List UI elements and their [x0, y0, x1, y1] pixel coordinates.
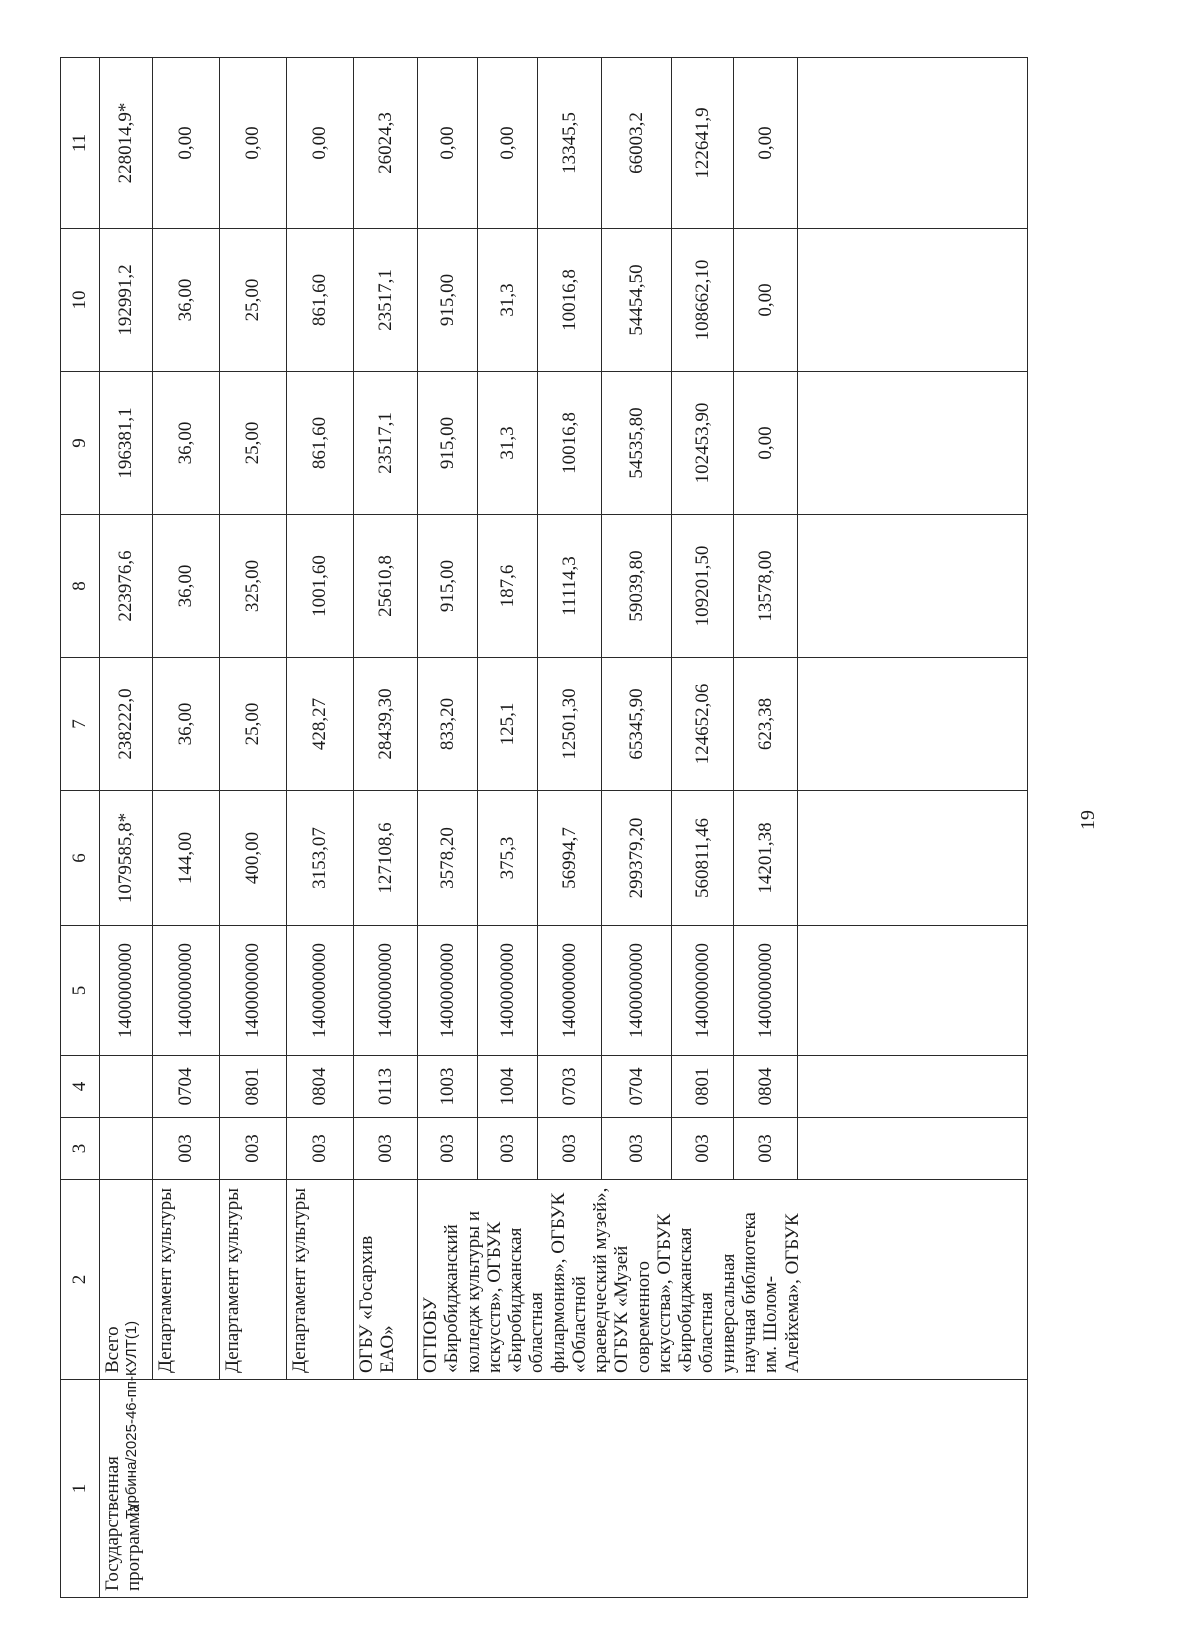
executor-cell: Департамент культуры: [153, 1180, 220, 1380]
header-cell: 3: [61, 1118, 100, 1180]
value-cell: 122641,9: [672, 58, 734, 229]
value-cell: 325,00: [220, 515, 287, 658]
value-cell: 861,60: [287, 372, 354, 515]
value-cell: 915,00: [418, 515, 478, 658]
value-cell: 187,6: [478, 515, 538, 658]
value-cell: 10016,8: [538, 229, 602, 372]
value-cell: 13578,00: [734, 515, 798, 658]
program-label: Государственная программа: [100, 1380, 1028, 1598]
table-row: [354, 58, 418, 1598]
value-cell: 125,1: [478, 658, 538, 791]
header-cell: 11: [61, 58, 100, 229]
value-cell: 228014,9*: [100, 58, 153, 229]
header-cell: 10: [61, 229, 100, 372]
value-cell: 54454,50: [602, 229, 672, 372]
value-cell: 560811,46: [672, 791, 734, 926]
value-cell: 223976,6: [100, 515, 153, 658]
value-cell: 13345,5: [538, 58, 602, 229]
institutions-cell: ОГПОБУ «Биробиджанский колледж культуры и искусств», ОГБУК «Биробиджанская областная филармония», ОГБУК «Областной краеведческий музей», ОГБУК «Музей современного искусства», ОГБУК «Биробиджанская областная универсальная научная библиотека им. Шолом-Алейхема», ОГБУК: [418, 1180, 1028, 1380]
csr-cell: [798, 926, 1028, 1056]
rz-cell: 0703: [538, 1056, 602, 1118]
value-cell: 25,00: [220, 372, 287, 515]
value-cell: 65345,90: [602, 658, 672, 791]
value-cell: 36,00: [153, 372, 220, 515]
value-cell: 31,3: [478, 372, 538, 515]
header-cell: 6: [61, 791, 100, 926]
footer-file-code: Турбина/2025-46-пп-КУЛТ(1): [123, 1320, 140, 1520]
header-cell: 7: [61, 658, 100, 791]
value-cell: [798, 58, 1028, 229]
value-cell: 36,00: [153, 658, 220, 791]
table-row: [100, 58, 153, 1598]
value-cell: 25,00: [220, 229, 287, 372]
value-cell: 144,00: [153, 791, 220, 926]
value-cell: 0,00: [287, 58, 354, 229]
page-number: 19: [1077, 810, 1099, 830]
rz-cell: 0804: [287, 1056, 354, 1118]
value-cell: 833,20: [418, 658, 478, 791]
executor-cell: ОГБУ «Госархив ЕАО»: [354, 1180, 418, 1380]
grbs-cell: [798, 1118, 1028, 1180]
value-cell: 12501,30: [538, 658, 602, 791]
executor-cell: Департамент культуры: [220, 1180, 287, 1380]
value-cell: 0,00: [734, 229, 798, 372]
value-cell: 23517,1: [354, 372, 418, 515]
header-cell: 9: [61, 372, 100, 515]
table-row: [153, 58, 220, 1598]
value-cell: 1079585,8*: [100, 791, 153, 926]
rz-cell: 0704: [602, 1056, 672, 1118]
budget-table-wrap: [60, 58, 1000, 1598]
grbs-cell: 003: [672, 1118, 734, 1180]
value-cell: 0,00: [220, 58, 287, 229]
grbs-cell: 003: [220, 1118, 287, 1180]
value-cell: 66003,2: [602, 58, 672, 229]
value-cell: 3578,20: [418, 791, 478, 926]
rz-cell: 0704: [153, 1056, 220, 1118]
value-cell: [798, 229, 1028, 372]
csr-cell: 1400000000: [220, 926, 287, 1056]
csr-cell: 1400000000: [418, 926, 478, 1056]
executor-cell: Всего: [100, 1180, 153, 1380]
value-cell: 915,00: [418, 372, 478, 515]
value-cell: 23517,1: [354, 229, 418, 372]
rz-cell: 1004: [478, 1056, 538, 1118]
value-cell: 428,27: [287, 658, 354, 791]
value-cell: 0,00: [418, 58, 478, 229]
value-cell: 915,00: [418, 229, 478, 372]
value-cell: 11114,3: [538, 515, 602, 658]
value-cell: 623,38: [734, 658, 798, 791]
value-cell: [798, 515, 1028, 658]
value-cell: 375,3: [478, 791, 538, 926]
grbs-cell: 003: [734, 1118, 798, 1180]
rz-cell: 0804: [734, 1056, 798, 1118]
value-cell: 26024,3: [354, 58, 418, 229]
value-cell: 102453,90: [672, 372, 734, 515]
csr-cell: 1400000000: [672, 926, 734, 1056]
grbs-cell: 003: [418, 1118, 478, 1180]
csr-cell: 1400000000: [734, 926, 798, 1056]
value-cell: 3153,07: [287, 791, 354, 926]
value-cell: 14201,38: [734, 791, 798, 926]
csr-cell: 1400000000: [100, 926, 153, 1056]
value-cell: 36,00: [153, 229, 220, 372]
csr-cell: 1400000000: [153, 926, 220, 1056]
rz-cell: 1003: [418, 1056, 478, 1118]
value-cell: 28439,30: [354, 658, 418, 791]
value-cell: 59039,80: [602, 515, 672, 658]
value-cell: 861,60: [287, 229, 354, 372]
csr-cell: 1400000000: [602, 926, 672, 1056]
grbs-cell: 003: [153, 1118, 220, 1180]
value-cell: 196381,1: [100, 372, 153, 515]
csr-cell: 1400000000: [538, 926, 602, 1056]
value-cell: [798, 791, 1028, 926]
rz-cell: 0113: [354, 1056, 418, 1118]
header-cell: 4: [61, 1056, 100, 1118]
header-cell: 2: [61, 1180, 100, 1380]
value-cell: 0,00: [478, 58, 538, 229]
value-cell: 25610,8: [354, 515, 418, 658]
value-cell: 10016,8: [538, 372, 602, 515]
value-cell: 36,00: [153, 515, 220, 658]
value-cell: 54535,80: [602, 372, 672, 515]
value-cell: 109201,50: [672, 515, 734, 658]
value-cell: 0,00: [734, 58, 798, 229]
value-cell: [798, 658, 1028, 791]
csr-cell: 1400000000: [354, 926, 418, 1056]
value-cell: 0,00: [734, 372, 798, 515]
value-cell: 1001,60: [287, 515, 354, 658]
header-cell: 8: [61, 515, 100, 658]
grbs-cell: [100, 1118, 153, 1180]
value-cell: 299379,20: [602, 791, 672, 926]
header-cell: 1: [61, 1380, 100, 1598]
table-row: [220, 58, 287, 1598]
rz-cell: 0801: [220, 1056, 287, 1118]
grbs-cell: 003: [602, 1118, 672, 1180]
value-cell: 192991,2: [100, 229, 153, 372]
csr-cell: 1400000000: [287, 926, 354, 1056]
rz-cell: [798, 1056, 1028, 1118]
grbs-cell: 003: [478, 1118, 538, 1180]
budget-table: [60, 57, 1028, 1598]
grbs-cell: 003: [354, 1118, 418, 1180]
value-cell: 31,3: [478, 229, 538, 372]
value-cell: 238222,0: [100, 658, 153, 791]
executor-cell: Департамент культуры: [287, 1180, 354, 1380]
value-cell: 25,00: [220, 658, 287, 791]
value-cell: 400,00: [220, 791, 287, 926]
header-cell: 5: [61, 926, 100, 1056]
rz-cell: 0801: [672, 1056, 734, 1118]
grbs-cell: 003: [538, 1118, 602, 1180]
value-cell: 108662,10: [672, 229, 734, 372]
value-cell: 124652,06: [672, 658, 734, 791]
value-cell: 0,00: [153, 58, 220, 229]
csr-cell: 1400000000: [478, 926, 538, 1056]
column-number-row: [61, 58, 100, 1598]
value-cell: 56994,7: [538, 791, 602, 926]
table-row: [418, 58, 478, 1598]
rz-cell: [100, 1056, 153, 1118]
grbs-cell: 003: [287, 1118, 354, 1180]
table-row: [287, 58, 354, 1598]
value-cell: [798, 372, 1028, 515]
value-cell: 127108,6: [354, 791, 418, 926]
